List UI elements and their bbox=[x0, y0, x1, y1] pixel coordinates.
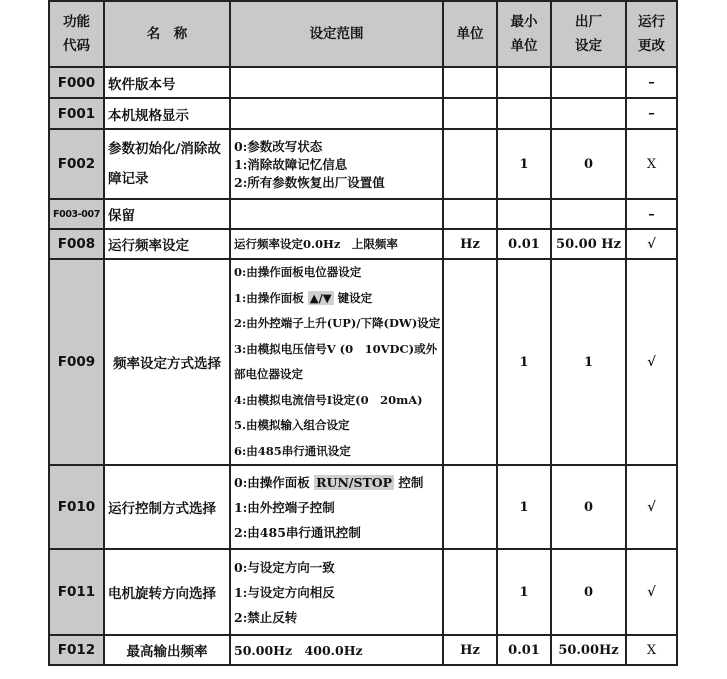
table-row bbox=[49, 229, 677, 259]
param-name: 运行频率设定 bbox=[104, 229, 230, 259]
param-name: 电机旋转方向选择 bbox=[104, 549, 230, 635]
param-code: F003-007 bbox=[49, 199, 104, 229]
range-option: 0:与设定方向一致 bbox=[234, 559, 335, 575]
header-row bbox=[49, 1, 677, 67]
param-range bbox=[230, 98, 443, 129]
param-code: F011 bbox=[49, 549, 104, 635]
header-factory-setting: 出厂 设定 bbox=[551, 1, 626, 67]
param-change: – bbox=[626, 199, 677, 229]
table-row bbox=[49, 259, 677, 465]
param-range bbox=[230, 229, 443, 259]
param-name: 最高输出频率 bbox=[104, 635, 230, 665]
param-code: F012 bbox=[49, 635, 104, 665]
param-factory: 50.00Hz bbox=[551, 635, 626, 665]
range-option: 2:由485串行通讯控制 bbox=[234, 524, 361, 540]
param-change: X bbox=[626, 129, 677, 199]
range-option: 0:由操作面板电位器设定 bbox=[234, 265, 362, 279]
header-name: 名 称 bbox=[104, 1, 230, 67]
header-runtime-change: 运行 更改 bbox=[626, 1, 677, 67]
param-factory bbox=[551, 98, 626, 129]
range-option: 2:所有参数恢复出厂设置值 bbox=[234, 175, 385, 190]
param-unit bbox=[443, 98, 497, 129]
header-unit: 单位 bbox=[443, 1, 497, 67]
range-option: 1:由操作面板 ▲/▼ 键设定 bbox=[234, 290, 373, 305]
param-name: 软件版本号 bbox=[104, 67, 230, 98]
param-factory: 1 bbox=[551, 259, 626, 465]
param-min-unit: 1 bbox=[497, 549, 551, 635]
param-min-unit bbox=[497, 67, 551, 98]
param-factory: 0 bbox=[551, 465, 626, 549]
range-option: 0:参数改写状态 bbox=[234, 139, 323, 154]
range-option: 3:由模拟电压信号V (0 10VDC)或外 bbox=[234, 341, 438, 356]
param-min-unit: 1 bbox=[497, 465, 551, 549]
param-unit: Hz bbox=[443, 635, 497, 665]
param-factory bbox=[551, 199, 626, 229]
param-change: √ bbox=[626, 229, 677, 259]
param-unit bbox=[443, 465, 497, 549]
param-change: – bbox=[626, 98, 677, 129]
param-code: F002 bbox=[49, 129, 104, 199]
param-min-unit bbox=[497, 98, 551, 129]
param-range bbox=[230, 635, 443, 665]
range-option: 4:由模拟电流信号I设定(0 20mA) bbox=[234, 392, 423, 407]
param-change: √ bbox=[626, 549, 677, 635]
param-range bbox=[230, 465, 443, 549]
key-label: RUN/STOP bbox=[316, 474, 393, 490]
range-option: 5.由模拟输入组合设定 bbox=[234, 418, 350, 432]
param-unit bbox=[443, 259, 497, 465]
table-row bbox=[49, 98, 677, 129]
param-min-unit: 1 bbox=[497, 129, 551, 199]
param-code: F008 bbox=[49, 229, 104, 259]
param-factory bbox=[551, 67, 626, 98]
range-option: 6:由485串行通讯设定 bbox=[234, 443, 351, 458]
param-change: X bbox=[626, 635, 677, 665]
param-code: F001 bbox=[49, 98, 104, 129]
range-option: 1:由外控端子控制 bbox=[234, 499, 335, 515]
param-change: √ bbox=[626, 465, 677, 549]
range-option: 部电位器设定 bbox=[234, 367, 303, 381]
param-min-unit: 0.01 bbox=[497, 635, 551, 665]
param-unit bbox=[443, 67, 497, 98]
param-name: 本机规格显示 bbox=[104, 98, 230, 129]
param-name: 参数初始化/消除故障记录 bbox=[104, 129, 230, 199]
param-factory: 50.00 Hz bbox=[551, 229, 626, 259]
header-range: 设定范围 bbox=[230, 1, 443, 67]
param-min-unit: 1 bbox=[497, 259, 551, 465]
param-unit bbox=[443, 129, 497, 199]
param-unit bbox=[443, 549, 497, 635]
param-min-unit: 0.01 bbox=[497, 229, 551, 259]
table-row bbox=[49, 67, 677, 98]
param-unit: Hz bbox=[443, 229, 497, 259]
range-option: 0:由操作面板 RUN/STOP 控制 bbox=[234, 474, 424, 490]
table-row bbox=[49, 635, 677, 665]
param-range bbox=[230, 259, 443, 465]
param-code: F000 bbox=[49, 67, 104, 98]
param-change: – bbox=[626, 67, 677, 98]
param-name: 频率设定方式选择 bbox=[104, 259, 230, 465]
key-label: ▲/▼ bbox=[309, 290, 332, 305]
header-code: 功能 代码 bbox=[49, 1, 104, 67]
param-factory: 0 bbox=[551, 549, 626, 635]
param-range bbox=[230, 129, 443, 199]
param-factory: 0 bbox=[551, 129, 626, 199]
param-range bbox=[230, 199, 443, 229]
range-option: 1:消除故障记忆信息 bbox=[234, 157, 348, 172]
param-code: F009 bbox=[49, 259, 104, 465]
param-unit bbox=[443, 199, 497, 229]
param-code: F010 bbox=[49, 465, 104, 549]
param-range bbox=[230, 67, 443, 98]
range-option: 1:与设定方向相反 bbox=[234, 584, 335, 600]
range-option: 50.00Hz 400.0Hz bbox=[234, 643, 363, 658]
param-range bbox=[230, 549, 443, 635]
param-name: 运行控制方式选择 bbox=[104, 465, 230, 549]
parameter-table bbox=[48, 0, 678, 666]
param-change: √ bbox=[626, 259, 677, 465]
table-row bbox=[49, 549, 677, 635]
param-name: 保留 bbox=[104, 199, 230, 229]
range-option: 2:由外控端子上升(UP)/下降(DW)设定 bbox=[234, 316, 441, 330]
param-min-unit bbox=[497, 199, 551, 229]
range-option: 2:禁止反转 bbox=[234, 609, 298, 625]
table-row bbox=[49, 465, 677, 549]
table-row bbox=[49, 199, 677, 229]
table-row bbox=[49, 129, 677, 199]
header-min-unit: 最小 单位 bbox=[497, 1, 551, 67]
range-option: 运行频率设定0.0Hz 上限频率 bbox=[234, 237, 398, 251]
